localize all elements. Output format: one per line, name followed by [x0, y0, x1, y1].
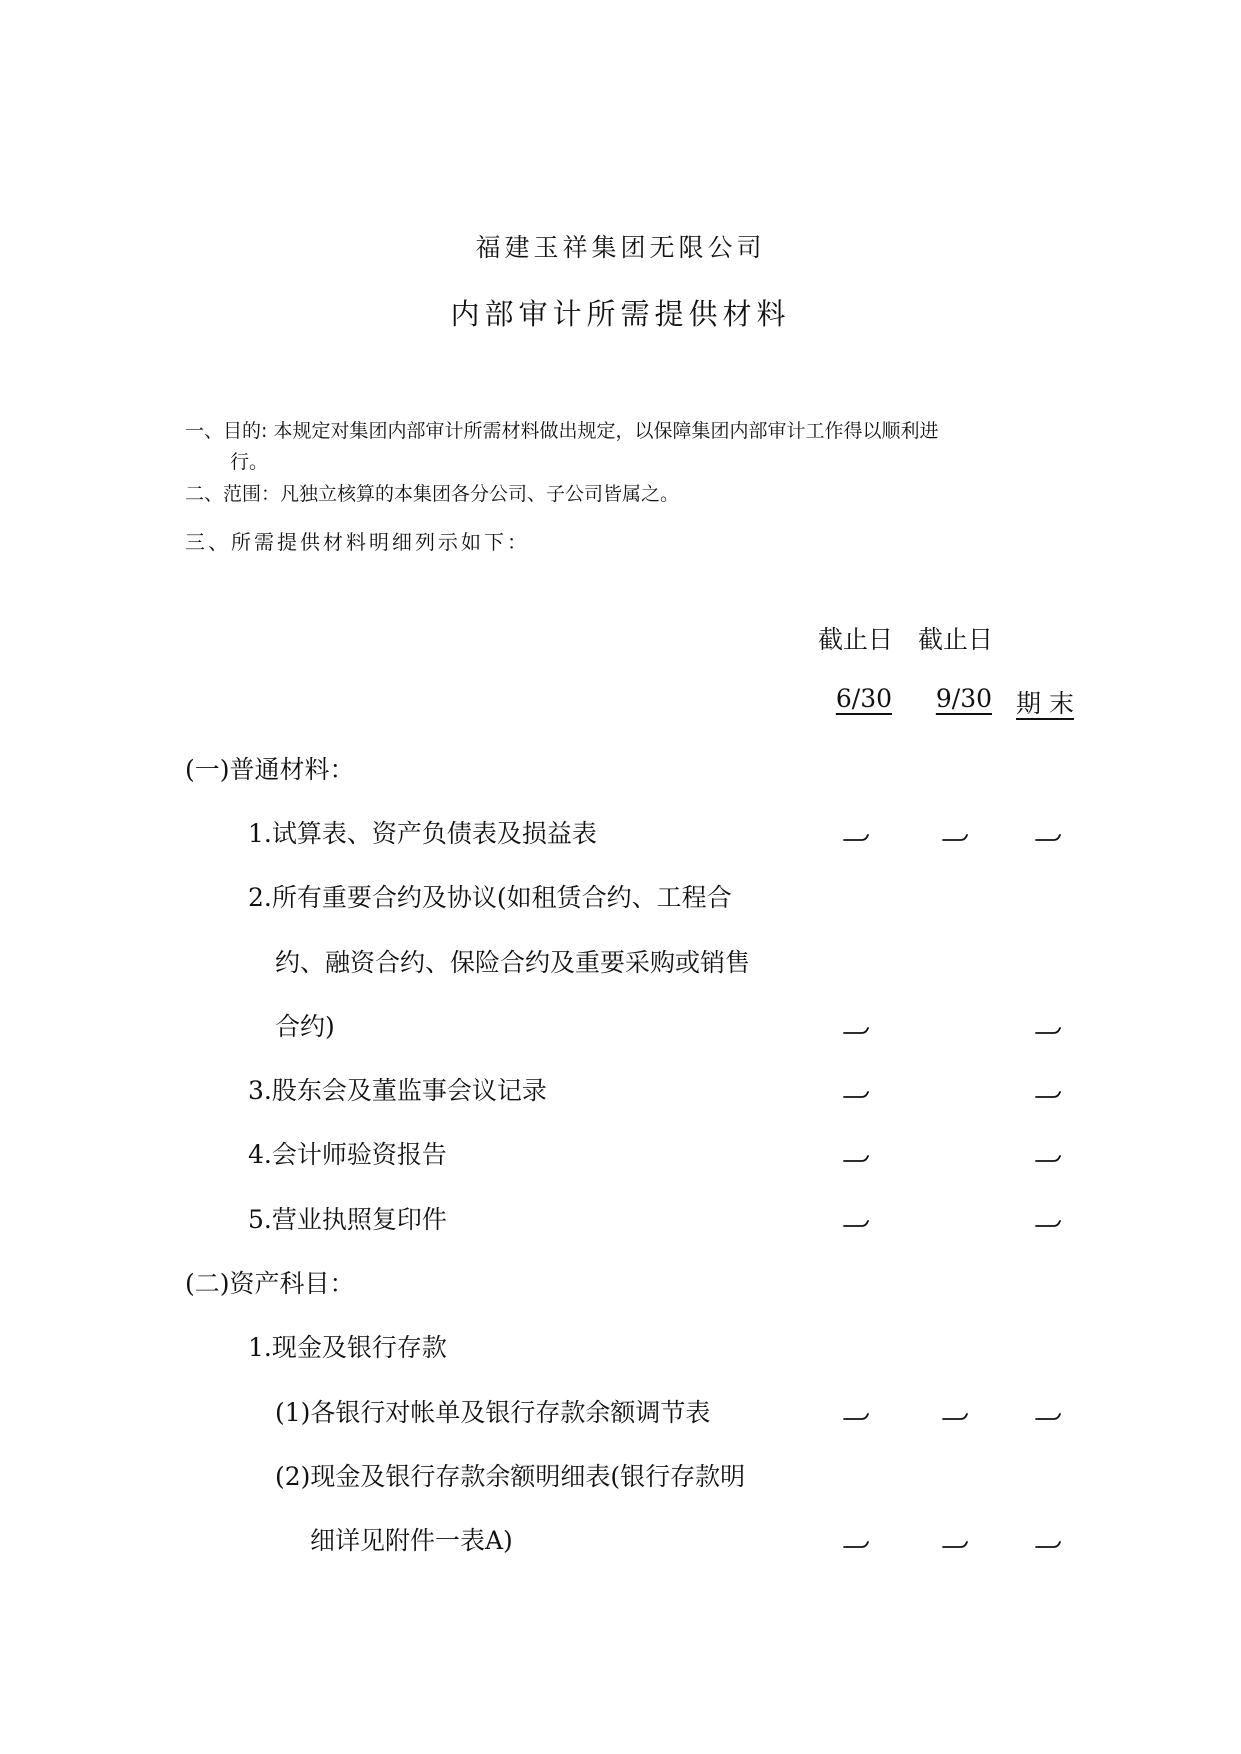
column-header-date-2: 9/30: [935, 684, 992, 713]
check-mark-bank-reconciliation-col2: [942, 1411, 968, 1421]
check-mark-capital-verification-col1: [843, 1153, 869, 1163]
list-intro: 三、所需提供材料明细列示如下：: [185, 530, 530, 554]
column-header-period-end: 期 末: [1016, 689, 1074, 718]
scope-paragraph: 二、范围：凡独立核算的本集团各分公司、子公司皆属之。: [185, 483, 680, 505]
company-name: 福建玉祥集团无限公司: [475, 233, 766, 262]
check-mark-contracts-col1: [843, 1025, 869, 1035]
item-trial-balance: 1.试算表、资产负债表及损益表: [248, 819, 597, 848]
check-mark-cash-balance-detail-col2: [942, 1539, 968, 1549]
check-mark-bank-reconciliation-col3: [1035, 1411, 1061, 1421]
check-mark-capital-verification-col3: [1035, 1153, 1061, 1163]
check-mark-cash-balance-detail-col3: [1035, 1539, 1061, 1549]
item-contracts: 2.所有重要合约及协议(如租赁合约、工程合: [248, 883, 732, 912]
item-meeting-minutes: 3.股东会及董监事会议记录: [248, 1076, 547, 1105]
section-heading-assets: (二)资产科目：: [185, 1269, 355, 1298]
check-mark-trial-balance-col3: [1035, 832, 1061, 842]
check-mark-contracts-col3: [1035, 1025, 1061, 1035]
document-title: 内部审计所需提供材料: [450, 297, 791, 331]
item-business-license: 5.营业执照复印件: [248, 1205, 447, 1234]
item-capital-verification: 4.会计师验资报告: [248, 1140, 447, 1169]
check-mark-trial-balance-col2: [942, 832, 968, 842]
item-cash-bank: 1.现金及银行存款: [248, 1333, 447, 1362]
purpose-paragraph-cont: 行。: [230, 451, 269, 473]
check-mark-business-license-col1: [843, 1218, 869, 1228]
check-mark-bank-reconciliation-col1: [843, 1411, 869, 1421]
check-mark-trial-balance-col1: [843, 832, 869, 842]
item-contracts-cont: 合约): [275, 1012, 335, 1041]
subitem-cash-balance-detail: (2)现金及银行存款余额明细表(银行存款明: [275, 1462, 746, 1491]
column-header-cutoff-1: 截止日: [818, 625, 894, 654]
check-mark-meeting-minutes-col3: [1035, 1089, 1061, 1099]
subitem-bank-reconciliation: (1)各银行对帐单及银行存款余额调节表: [275, 1398, 711, 1427]
column-header-date-1: 6/30: [835, 684, 892, 713]
purpose-paragraph: 一、目的: 本规定对集团内部审计所需材料做出规定，以保障集团内部审计工作得以顺利进: [185, 420, 939, 442]
section-heading-general: (一)普通材料：: [185, 755, 355, 784]
column-header-cutoff-2: 截止日: [918, 625, 994, 654]
item-contracts-cont: 约、融资合约、保险合约及重要采购或销售: [275, 948, 751, 977]
check-mark-meeting-minutes-col1: [843, 1089, 869, 1099]
subitem-cash-balance-detail-cont: 细详见附件一表A): [310, 1526, 513, 1555]
check-mark-cash-balance-detail-col1: [843, 1539, 869, 1549]
check-mark-business-license-col3: [1035, 1218, 1061, 1228]
